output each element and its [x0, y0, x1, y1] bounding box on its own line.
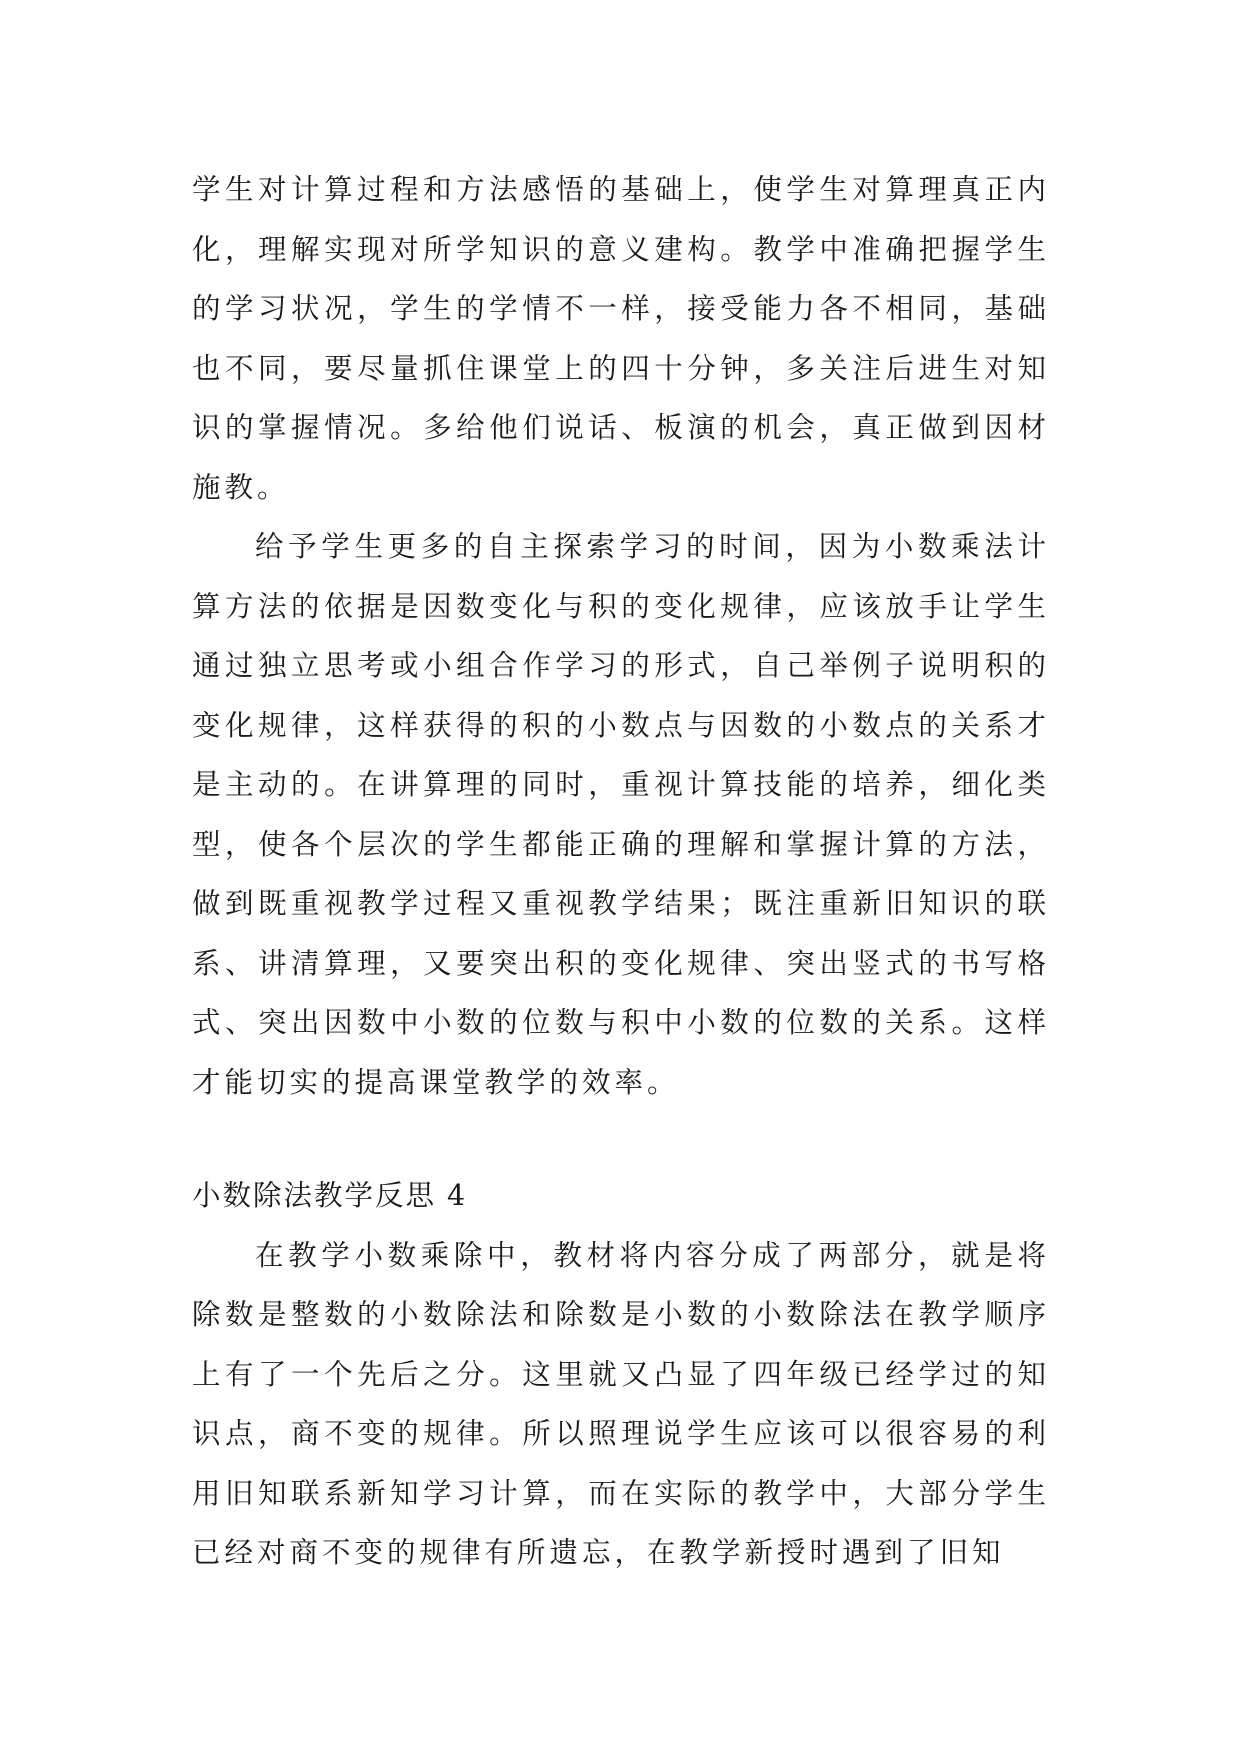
paragraph-continuation: 学生对计算过程和方法感悟的基础上，使学生对算理真正内化，理解实现对所学知识的意义建构。教学中准确把握学生的学习状况，学生的学情不一样，接受能力各不相同，基础也不同，要尽量抓住课堂上的四十分钟，多关注后进生对知识的掌握情况。多给他们说话、板演的机会，真正做到因材施教。 — [192, 173, 1050, 504]
section-title: 小数除法教学反思 4 — [192, 1179, 468, 1212]
document-body — [192, 160, 1050, 1583]
paragraph-decimal-division: 在教学小数乘除中，教材将内容分成了两部分，就是将除数是整数的小数除法和除数是小数的小数除法在教学顺序上有了一个先后之分。这里就又凸显了四年级已经学过的知识点，商不变的规律。所以照理说学生应该可以很容易的利用旧知联系新知学习计算，而在实际的教学中，大部分学生已经对商不变的规律有所遗忘，在教学新授时遇到了旧知 — [192, 1238, 1050, 1569]
paragraph-self-exploration: 给予学生更多的自主探索学习的时间，因为小数乘法计算方法的依据是因数变化与积的变化规律，应该放手让学生通过独立思考或小组合作学习的形式，自己举例子说明积的变化规律，这样获得的积的小数点与因数的小数点的关系才是主动的。在讲算理的同时，重视计算技能的培养，细化类型，使各个层次的学生都能正确的理解和掌握计算的方法，做到既重视教学过程又重视教学结果；既注重新旧知识的联系、讲清算理，又要突出积的变化规律、突出竖式的书写格式、突出因数中小数的位数与积中小数的位数的关系。这样才能切实的提高课堂教学的效率。 — [192, 530, 1050, 1099]
